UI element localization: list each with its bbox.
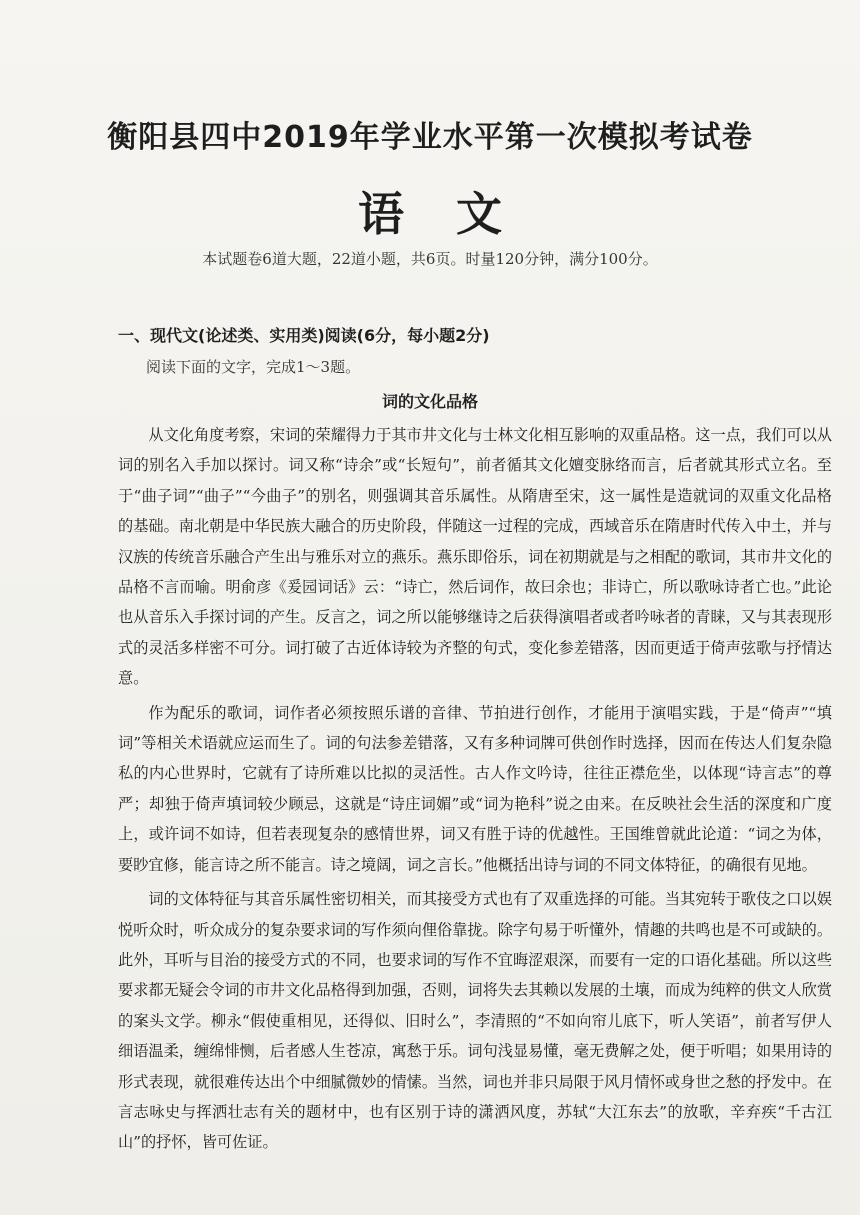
exam-info: 本试题卷6道大题，22道小题，共6页。时量120分钟，满分100分。 — [202, 250, 658, 268]
subject-char: 语 — [358, 187, 404, 241]
article-paragraph: 从文化角度考察，宋词的荣耀得力于其市井文化与士林文化相互影响的双重品格。这一点，我们可以从词的别名入手加以探讨。词又称“诗余”或“长短句”，前者循其文化嬗变脉络而言，后者就其形式立名。至于“曲子词”“曲子”“今曲子”的别名，则强调其音乐属性。从隋唐至宋，这一属性是造就词的双重文化品格的基础。南北朝是中华民族大融合的历史阶段，伴随这一过程的完成，西域音乐在隋唐时代传入中土，并与汉族的传统音乐融合产生出与雅乐对立的燕乐。燕乐即俗乐，词在初期就是与之相配的歌词，其市井文化的品格不言而喻。明俞彦《爰园词话》云：“诗亡，然后词作，故曰余也；非诗亡，所以歌咏诗者亡也。”此论也从音乐入手探讨词的产生。反言之，词之所以能够继诗之后获得演唱者或者吟咏者的青睐，又与其表现形式的灵活多样密不可分。词打破了古近体诗较为齐整的句式，变化参差错落，因而更适于倚声弦歌与抒情达意。 — [118, 426, 832, 688]
exam-title: 衡阳县四中2019年学业水平第一次模拟考试卷 — [107, 120, 753, 155]
article-body — [118, 420, 832, 1158]
article-paragraph: 作为配乐的歌词，词作者必须按照乐谱的音律、节拍进行创作，才能用于演唱实践，于是“倚声”“填词”等相关术语就应运而生了。词的句法参差错落，又有多种词牌可供创作时选择，因而在传达人们复杂隐私的内心世界时，它就有了诗所难以比拟的灵活性。古人作文吟诗，往往正襟危坐，以体现“诗言志”的尊严；却独于倚声填词较少顾忌，这就是“诗庄词媚”或“词为艳科”说之由来。在反映社会生活的深度和广度上，或许词不如诗，但若表现复杂的感情世界，词又有胜于诗的优越性。王国维曾就此论道：“词之为体，要眇宜修，能言诗之所不能言。诗之境阔，词之言长。”他概括出诗与词的不同文体特征，的确很有见地。 — [118, 703, 832, 874]
subject-char: 文 — [456, 187, 502, 241]
section-heading: 一、现代文(论述类、实用类)阅读(6分，每小题2分) — [118, 326, 490, 345]
article-title: 词的文化品格 — [381, 392, 478, 411]
article-paragraph: 词的文体特征与其音乐属性密切相关，而其接受方式也有了双重选择的可能。当其宛转于歌伎之口以娱悦听众时，听众成分的复杂要求词的写作须向俚俗靠拢。除字句易于听懂外，情趣的共鸣也是不可或缺的。此外，耳听与目治的接受方式的不同，也要求词的写作不宜晦涩艰深，而要有一定的口语化基础。所以这些要求都无疑会令词的市井文化品格得到加强，否则，词将失去其赖以发展的土壤，而成为纯粹的供文人欣赏的案头文学。柳永“假使重相见，还得似、旧时么”，李清照的“不如向帘儿底下，听人笑语”，前者写伊人细语温柔，缠绵悱恻，后者感人生苍凉，寓愁于乐。词句浅显易懂，毫无费解之处，便于听唱；如果用诗的形式表现，就很难传达出个中细腻微妙的情愫。当然，词也并非只局限于风月情怀或身世之愁的抒发中。在言志咏史与挥洒壮志有关的题材中，也有区别于诗的潇洒风度，苏轼“大江东去”的放歌，辛弃疾“千古江山”的抒怀，皆可佐证。 — [118, 890, 832, 1152]
subject-title — [0, 178, 860, 244]
section-instruction: 阅读下面的文字，完成1～3题。 — [146, 358, 361, 376]
